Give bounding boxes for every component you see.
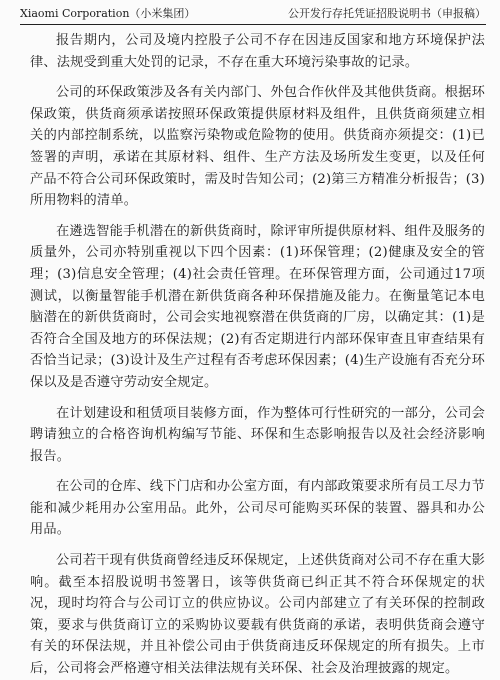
paragraph-supplier-compliance: 公司若干现有供货商曾经违反环保规定，上述供货商对公司不存在重大影响。截至本招股说明书签署日，该等供货商已纠正其不符合环保规定的状况，现时均符合与公司订立的供应协议。公司内部建立了有关环保的控制政策，要求与供货商订立的采购协议要载有供货商的承诺，表明供货商会遵守有关的环保法规，并且补偿公司由于供货商违反环保规定的所有损失。上市后，公司将会严格遵守相关法律法规有关环保、社会及治理披露的规定。 — [30, 553, 485, 677]
header-document-title: 公开发行存托凭证招股说明书（申报稿） — [288, 7, 486, 20]
paragraph-environmental-policy: 公司的环保政策涉及各有关内部门、外包合作伙伴及其他供货商。根据环保政策，供货商须承诺按照环保政策提供原材料及组件，且供货商须建立相关的内部控制系统，以监察污染物或危险物的使用。供货商亦须提交：(1)已签署的声明，承诺在其原材料、组件、生产方法及场所发生变更，以及任何产品不符合公司环保政策时，需及时告知公司；(2)第三方精准分析报告；(3)所用物料的清单。 — [30, 85, 485, 209]
paragraph-offices-and-stores: 在公司的仓库、线下门店和办公室方面，有内部政策要求所有员工尽力节能和减少耗用办公室用品。此外，公司尽可能购买环保的装置、器具和办公用品。 — [30, 479, 485, 538]
paragraph-supplier-selection: 在遴选智能手机潜在的新供货商时，除评审所提供原材料、组件及服务的质量外，公司亦特别重视以下四个因素：(1)环保管理；(2)健康及安全的管理；(3)信息安全管理；(4)社会责任管理。在环保管理方面，公司通过17项测试，以衡量智能手机潜在新供货商各种环保措施及能力。在衡量笔记本电脑潜在的新供货商时，公司会实地视察潜在供货商的厂房，以确定其：(1)是否符合全国及地方的环保法规；(2)有否定期进行内部环保审查且审查结果有否恰当记录；(3)设计及生产过程有否考虑环保因素；(4)生产设施有否充分环保以及是否遵守劳动安全规定。 — [30, 223, 485, 390]
paragraph-environmental-record: 报告期内，公司及境内控股子公司不存在因违反国家和地方环境保护法律、法规受到重大处罚的记录，不存在重大环境污染事故的记录。 — [30, 33, 485, 70]
document-body — [30, 30, 485, 680]
paragraph-construction-projects: 在计划建设和租赁项目装修方面，作为整体可行性研究的一部分，公司会聘请独立的合格咨询机构编写节能、环保和生态影响报告以及社会经济影响报告。 — [30, 405, 485, 464]
header-divider — [20, 24, 486, 25]
page-header — [20, 5, 486, 23]
header-company-name: Xiaomi Corporation（小米集团） — [20, 7, 196, 20]
